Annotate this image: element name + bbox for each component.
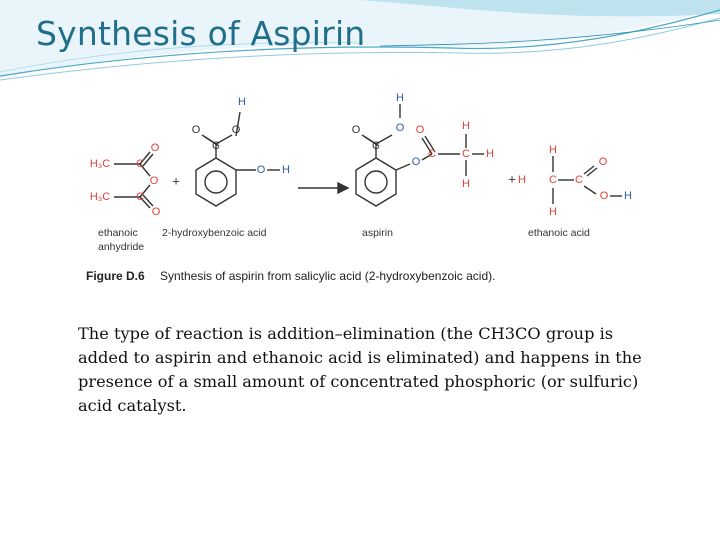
atom-o-ethanoic-hydroxyl: O (599, 189, 609, 202)
atom-o-carbonyl-bottom: O (151, 205, 161, 218)
atom-o-ester: O (411, 155, 421, 168)
atom-c-acetyl: C (428, 147, 436, 160)
atom-h-ethanoic-bottom: H (549, 205, 557, 218)
atom-c-ethanoic-carboxyl: C (575, 173, 583, 186)
label-2-hydroxybenzoic-acid: 2-hydroxybenzoic acid (162, 227, 267, 239)
atom-h3c-bottom: H₃C (89, 190, 111, 203)
atom-h-methyl-bottom: H (462, 177, 470, 190)
atom-h-hydroxyl: H (282, 163, 290, 176)
atom-o-hydroxyl: O (256, 163, 266, 176)
atom-c-aspirin: C (372, 139, 380, 152)
atom-o-aspirin-carbonyl: O (351, 123, 361, 136)
plus-sign-2: + (508, 171, 516, 187)
plus-sign-1: + (172, 173, 180, 189)
atom-c-methyl: C (462, 147, 470, 160)
reaction-diagram (76, 84, 636, 294)
figure-caption-text: Synthesis of aspirin from salicylic acid (2-hydroxybenzoic acid). (160, 269, 496, 283)
atom-h-acid: H (238, 95, 246, 108)
atom-o-salicylic-acid: O (231, 123, 241, 136)
atom-o-acetyl: O (415, 123, 425, 136)
slide-title: Synthesis of Aspirin (36, 14, 366, 53)
atom-h-methyl-right: H (486, 147, 494, 160)
atom-o-aspirin-acid: O (395, 121, 405, 134)
label-ethanoic-anhydride-1: ethanoic (98, 227, 138, 239)
label-aspirin: aspirin (362, 227, 393, 239)
atom-h-ethanoic-top: H (549, 143, 557, 156)
label-ethanoic-acid: ethanoic acid (528, 227, 590, 239)
atom-c-bottom: C (136, 190, 144, 203)
atom-h3c-top: H₃C (89, 157, 111, 170)
body-paragraph: The type of reaction is addition–elimination (the CH3CO group is added to aspirin and ethanoic acid is eliminated) and happens in the presence of a small amount of concentrated phosphoric (or sulfuric) acid catalyst. (78, 324, 642, 415)
atom-h-methyl-top: H (462, 119, 470, 132)
atom-h-aspirin-acid: H (396, 91, 404, 104)
atom-c-ethanoic-methyl: C (549, 173, 557, 186)
label-ethanoic-anhydride-2: anhydride (98, 241, 145, 253)
atom-o-bridge: O (149, 174, 159, 187)
figure-caption-prefix: Figure D.6 (86, 269, 145, 283)
reaction-figure (76, 84, 636, 294)
atom-o-ethanoic-carbonyl: O (598, 155, 608, 168)
atom-h-ethanoic-hydroxyl: H (624, 189, 632, 202)
atom-c-top: C (136, 157, 144, 170)
atom-c-salicylic: C (212, 139, 220, 152)
atom-o-carbonyl-top: O (150, 141, 160, 154)
atom-o-salicylic-carbonyl: O (191, 123, 201, 136)
atom-h-ethanoic-plus: H (518, 173, 526, 186)
